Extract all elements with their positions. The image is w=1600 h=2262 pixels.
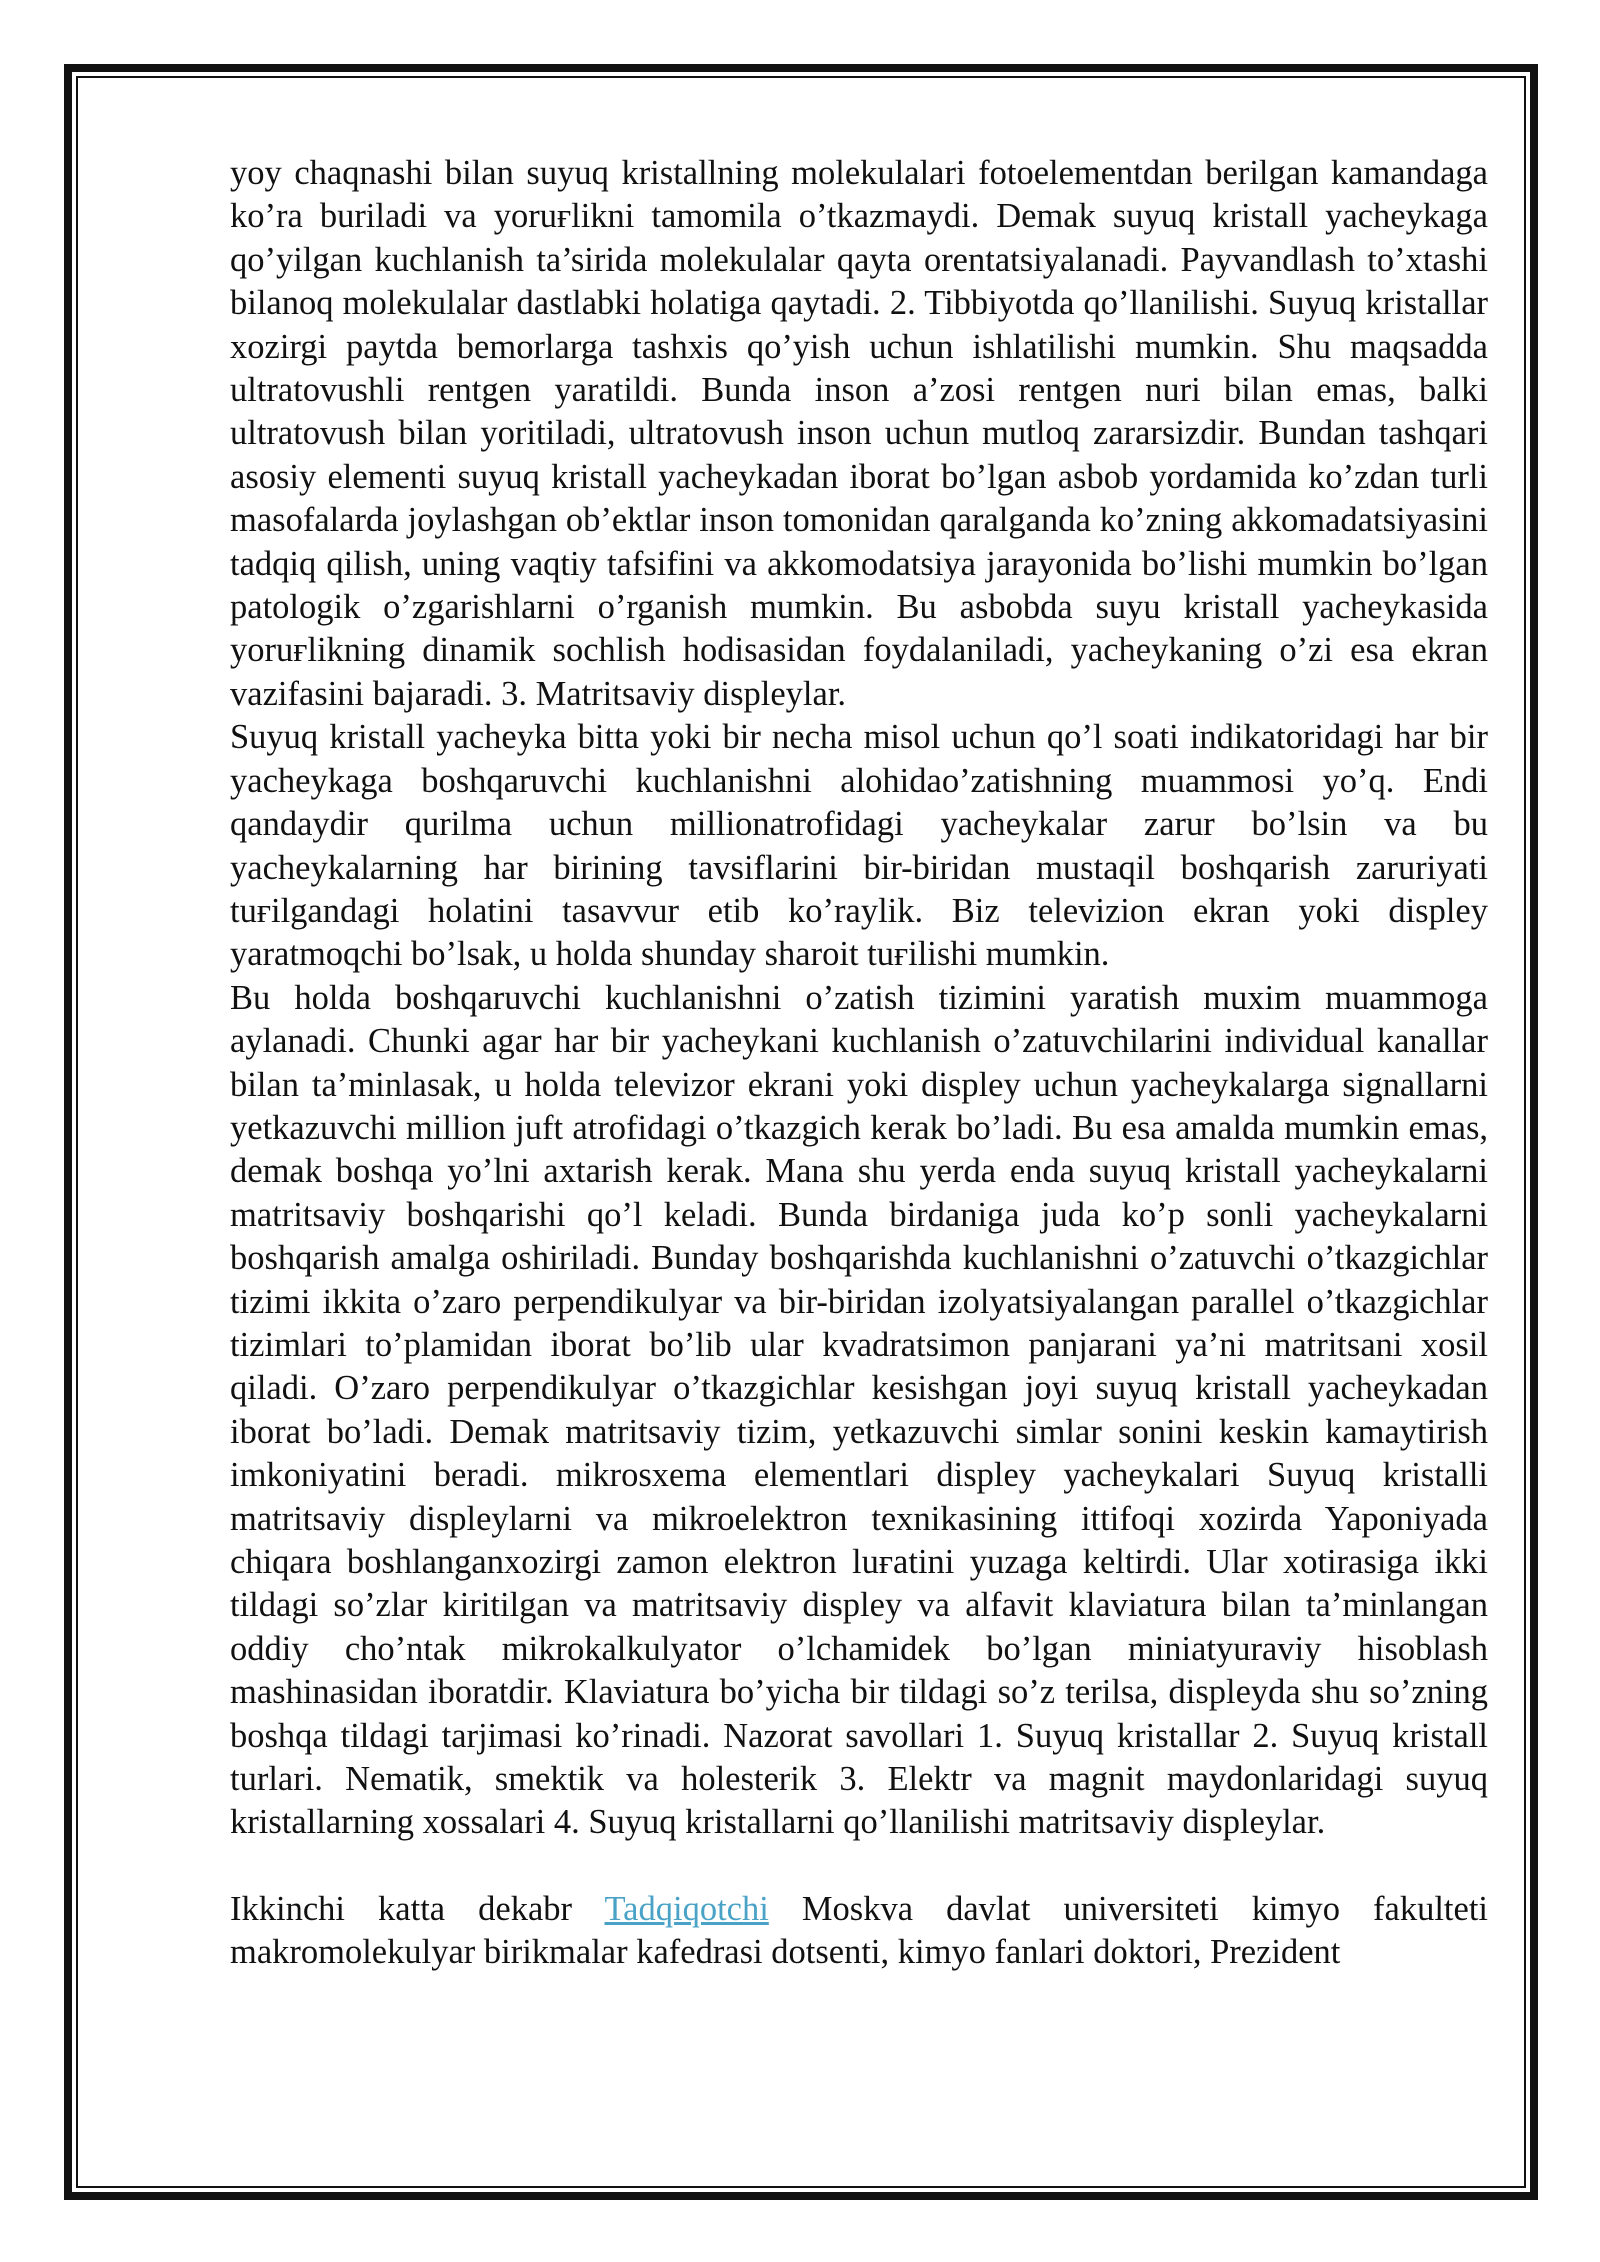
researcher-link[interactable]: Tadqiqotchi <box>604 1889 769 1928</box>
paragraph-2: Suyuq kristall yacheyka bitta yoki bir necha misol uchun qo’l soati indikatoridagi har bir yacheykaga boshqaruvchi kuchlanishni alohidao’zatishning muammosi yo’q. Endi qandaydir qurilma uchun millionatrofidagi yacheykalar zarur bo’lsin va bu yacheykalarning har birining tavsiflarini bir-biridan mustaqil boshqarish zaruriyati tuғilgandagi holatini tasavvur etib ko’raylik. Biz televizion ekran yoki displey yaratmoqchi bo’lsak, u holda shunday sharoit tuғilishi mumkin. <box>230 718 1488 974</box>
paragraph-final <box>230 1888 1488 1975</box>
final-text-after-link: Moskva davlat universiteti kimyo fakulteti makromolekulyar birikmalar kafedrasi dotsenti, kimyo fanlari doktori, Prezident <box>230 1889 1488 1972</box>
document-body <box>230 152 1488 1975</box>
paragraph-1: yoy chaqnashi bilan suyuq kristallning molekulalari fotoelementdan berilgan kamandaga ko’ra buriladi va yoruғlikni tamomila o’tkazmaydi. Demak suyuq kristall yacheykaga qo’yilgan kuchlanish ta’sirida molekulalar qayta orentatsiyalanadi. Payvandlash to’xtashi bilanoq molekulalar dastlabki holatiga qaytadi. 2. Tibbiyotda qo’llanilishi. Suyuq kristallar xozirgi paytda bemorlarga tashxis qo’yish uchun ishlatilishi mumkin. Shu maqsadda ultratovushli rentgen yaratildi. Bunda inson a’zosi rentgen nuri bilan emas, balki ultratovush bilan yoritiladi, ultratovush inson uchun mutloq zararsizdir. Bundan tashqari asosiy elementi suyuq kristall yacheykadan iborat bo’lgan asbob yordamida ko’zdan turli masofalarda joylashgan ob’ektlar inson tomonidan qaralganda ko’zning akkomadatsiyasini tadqiq qilish, uning vaqtiy tafsifini va akkomodatsiya jarayonida bo’lishi mumkin bo’lgan patologik o’zgarishlarni o’rganish mumkin. Bu asbobda suyu kristall yacheykasida yoruғlikning dinamik sochlish hodisasidan foydalaniladi, yacheykaning o’zi esa ekran vazifasini bajaradi. 3. Matritsaviy displeylar. <box>230 154 1488 713</box>
paragraph-3: Bu holda boshqaruvchi kuchlanishni o’zatish tizimini yaratish muxim muammoga aylanadi. Chunki agar har bir yacheykani kuchlanish o’zatuvchilarini individual kanallar bilan ta’minlasak, u holda televizor ekrani yoki displey uchun yacheykalarga signallarni yetkazuvchi million juft atrofidagi o’tkazgich kerak bo’ladi. Bu esa amalda mumkin emas, demak boshqa yo’lni axtarish kerak. Mana shu yerda enda suyuq kristall yacheykalarni matritsaviy boshqarishi qo’l keladi. Bunda birdaniga juda ko’p sonli yacheykalarni boshqarish amalga oshiriladi. Bunday boshqarishda kuchlanishni o’zatuvchi o’tkazgichlar tizimi ikkita o’zaro perpendikulyar va bir-biridan izolyatsiyalangan parallel o’tkazgichlar tizimlari to’plamidan iborat bo’lib ular kvadratsimon panjarani ya’ni matritsani xosil qiladi. O’zaro perpendikulyar o’tkazgichlar kesishgan joyi suyuq kristall yacheykadan iborat bo’ladi. Demak matritsaviy tizim, yetkazuvchi simlar sonini keskin kamaytirish imkoniyatini beradi. mikrosxema elementlari displey yacheykalari Suyuq kristalli matritsaviy displeylarni va mikroelektron texnikasining ittifoqi xozirda Yaponiyada chiqara boshlanganxozirgi zamon elektron luғatini yuzaga keltirdi. Ular xotirasiga ikki tildagi so’zlar kiritilgan va matritsaviy displey va alfavit klaviatura bilan ta’minlangan oddiy cho’ntak mikrokalkulyator o’lchamidek bo’lgan miniatyuraviy hisoblash mashinasidan iboratdir. Klaviatura bo’yicha bir tildagi so’z terilsa, displeyda shu so’zning boshqa tildagi tarjimasi ko’rinadi. Nazorat savollari 1. Suyuq kristallar 2. Suyuq kristall turlari. Nematik, smektik va holesterik 3. Elektr va magnit maydonlaridagi suyuq kristallarning xossalari 4. Suyuq kristallarni qo’llanilishi matritsaviy displeylar. <box>230 978 1488 1842</box>
final-text-before-link: Ikkinchi katta dekabr <box>230 1889 605 1928</box>
